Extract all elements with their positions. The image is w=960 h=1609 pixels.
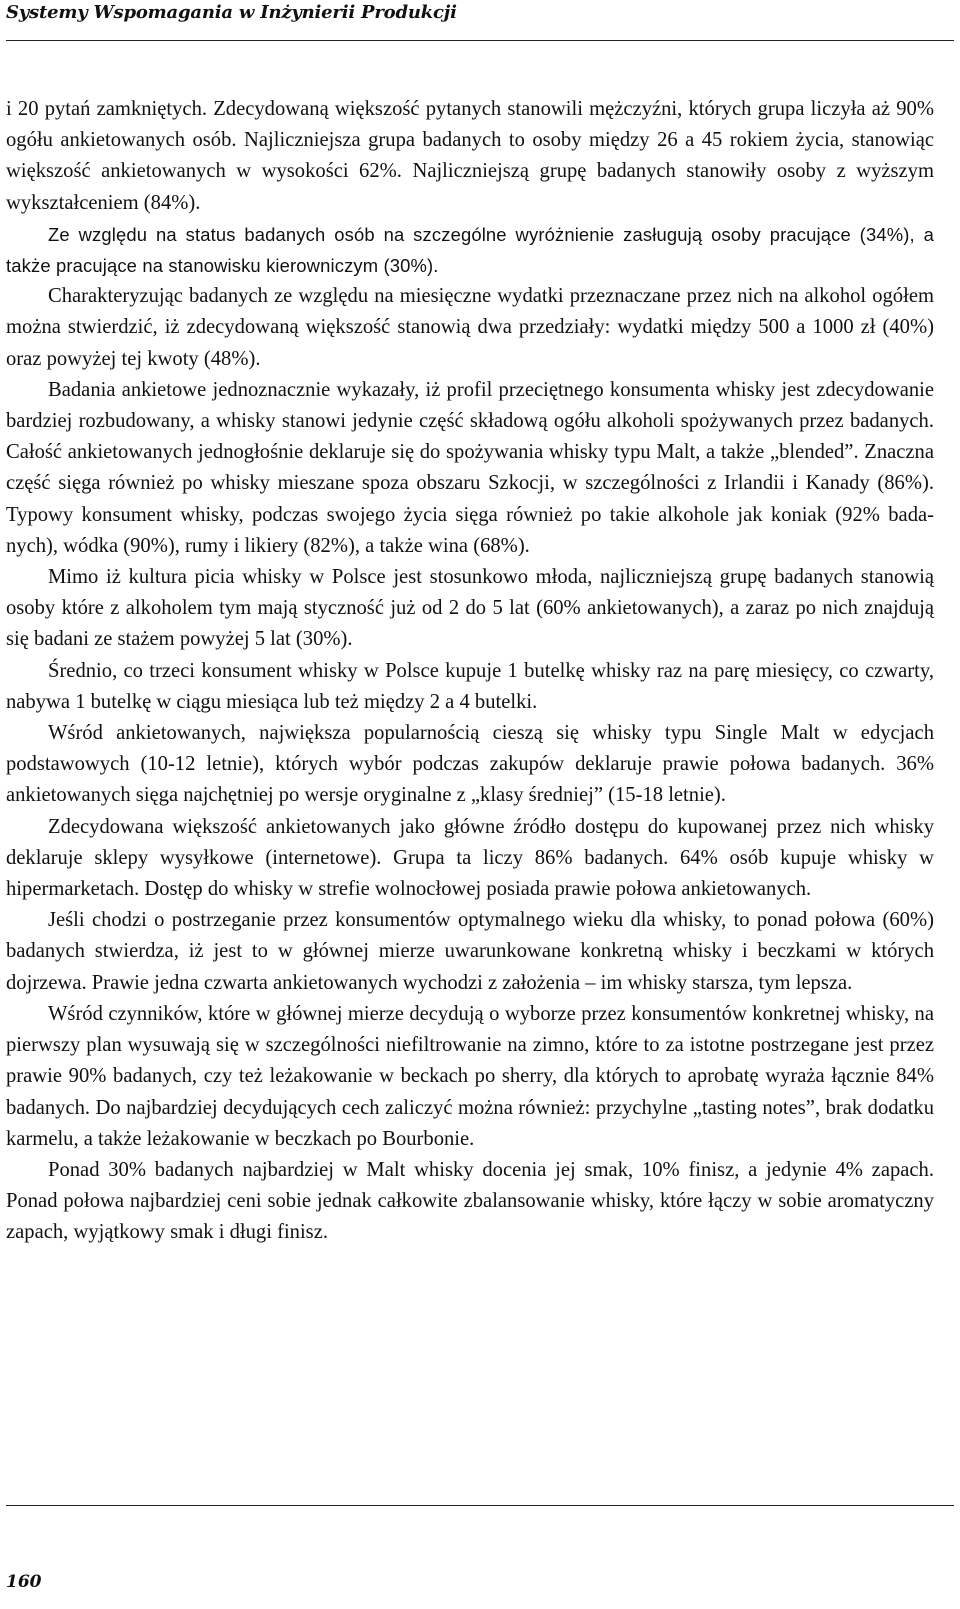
footer-divider xyxy=(6,1505,954,1506)
paragraph-4: Badania ankietowe jednoznacznie wykazały, iż profil przeciętnego konsumenta whisky jest zdecydowanie bardziej rozbudowany, a whisky stanowi jedynie część składową ogółu alkoholi spożywanych przez badanych. Całość ankietowanych jednogłośnie deklaruje się do spożywania whisky typu Malt, a także „blended”. Znaczna część sięga również po whisky mieszane spoza obszaru Szkocji, w szczególności z Irlandii i Kanady (86%). Typowy konsument whisky, podczas swojego życia sięga również po takie alkohole jak koniak (92% badanych), wódka (90%), rumy i likiery (82%), a także wina (68%). xyxy=(6,378,934,557)
paragraph-1: i 20 pytań zamkniętych. Zdecydowaną większość pytanych stanowili mężczyźni, których grupa liczyła aż 90% ogółu ankietowanych osób. Najliczniejsza grupa badanych to osoby między 26 a 45 rokiem życia, stanowiąc większość ankietowanych w wysokości 62%. Najliczniejszą grupę badanych stanowiły osoby z wyższym wykształceniem (84%). xyxy=(6,98,934,214)
paragraph-5: Mimo iż kultura picia whisky w Polsce jest stosunkowo młoda, najliczniejszą grupę badanych stanowią osoby które z alkoholem tym mają styczność już od 2 do 5 lat (60% ankietowanych), a zaraz po nich znajdują się badani ze stażem powyżej 5 lat (30%). xyxy=(6,566,934,651)
paragraph-6: Średnio, co trzeci konsument whisky w Polsce kupuje 1 butelkę whisky raz na parę miesięcy, co czwarty, nabywa 1 butelkę w ciągu miesiąca lub też między 2 a 4 butelki. xyxy=(6,659,934,713)
page-number: 160 xyxy=(6,1572,42,1592)
paragraph-10: Wśród czynników, które w głównej mierze decydują o wyborze przez konsumentów konkretnej whisky, na pierwszy plan wysuwają się w szczególności niefiltrowanie na zimno, które to za istotne postrzegane jest przez prawie 90% badanych, czy też leżakowanie w beckach po sherry, dla których to aprobatę wyraża łącznie 84% badanych. Do najbardziej decydujących cech zaliczyć można również: przychylne „tasting notes”, brak dodatku karmelu, a także leżakowanie w beczkach po Bourbonie. xyxy=(6,1002,934,1150)
paragraph-3: Charakteryzując badanych ze względu na miesięczne wydatki przeznaczane przez nich na alkohol ogółem można stwierdzić, iż zdecydowaną większość stanowią dwa przedziały: wydatki między 500 a 1000 zł (40%) oraz powyżej tej kwoty (48%). xyxy=(6,285,934,370)
journal-title: Systemy Wspomagania w Inżynierii Produkcji xyxy=(6,2,457,23)
paragraph-8: Zdecydowana większość ankietowanych jako główne źródło dostępu do kupowanej przez nich whisky deklaruje sklepy wysyłkowe (internetowe). Grupa ta liczy 86% badanych. 64% osób kupuje whisky w hipermarketach. Dostęp do whisky w strefie wolnocłowej posiada prawie połowa ankietowanych. xyxy=(6,815,934,901)
paragraph-7: Wśród ankietowanych, największa popularnością cieszą się whisky typu Single Malt w edycjach podstawowych (10-12 letnie), których wybór podczas zakupów deklaruje prawie połowa badanych. 36% ankietowanych sięga najchętniej po wersje oryginalne z „klasy średniej” (15-18 letnie). xyxy=(6,722,934,807)
running-header xyxy=(6,0,954,41)
article-body xyxy=(6,94,934,1249)
paragraph-2: Ze względu na status badanych osób na szczególne wyróżnienie zasługują osoby pracujące (34%), a także pracujące na stanowisku kierowniczym (30%). xyxy=(6,223,934,277)
paragraph-11: Ponad 30% badanych najbardziej w Malt whisky docenia jej smak, 10% finisz, a jedynie 4% zapach. Ponad połowa najbardziej ceni sobie jednak całkowite zbalansowanie whisky, które łączy w sobie aromatyczny zapach, wyjątkowy smak i długi finisz. xyxy=(6,1158,934,1244)
paragraph-9: Jeśli chodzi o postrzeganie przez konsumentów optymalnego wieku dla whisky, to ponad połowa (60%) badanych stwierdza, iż jest to w głównej mierze uwarunkowane konkretną whisky i beczkami w których dojrzewa. Prawie jedna czwarta ankietowanych wychodzi z założenia – im whisky starsza, tym lepsza. xyxy=(6,909,934,994)
